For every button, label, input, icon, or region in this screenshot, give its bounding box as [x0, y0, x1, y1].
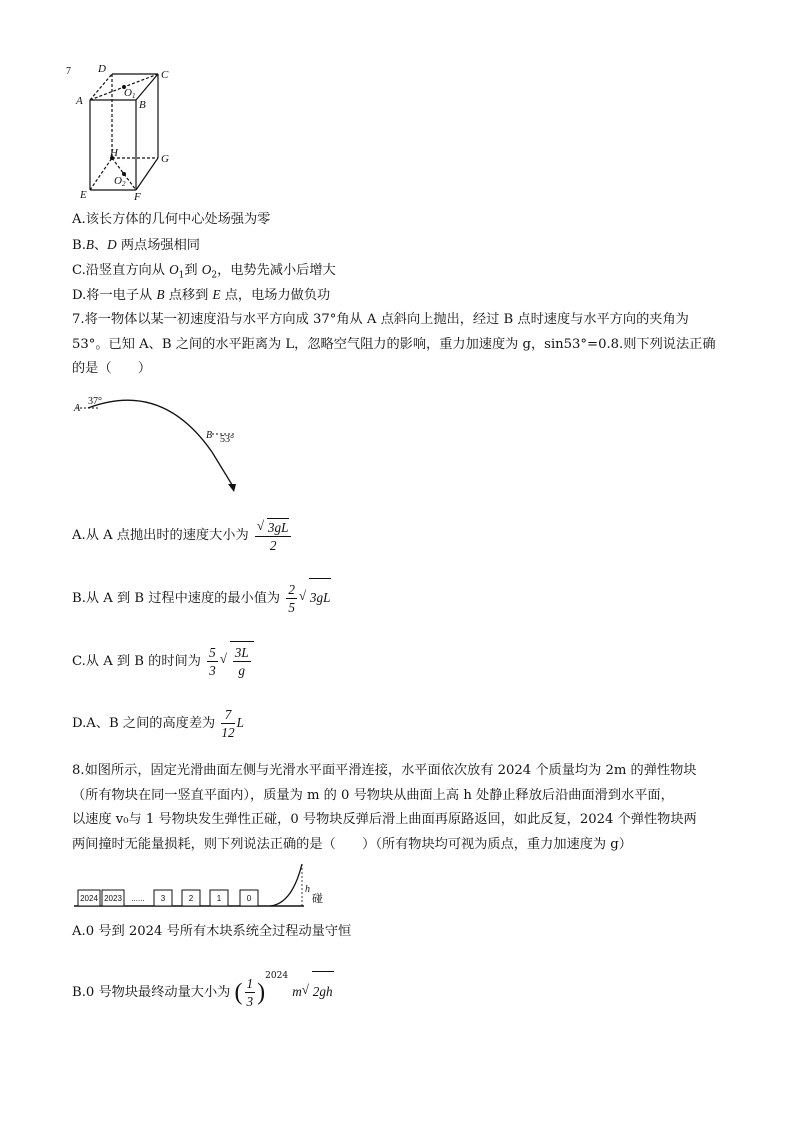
trajectory-figure	[72, 392, 252, 502]
label-o2: O2	[114, 175, 126, 188]
q8-option-a: A.0 号到 2024 号所有木块系统全过程动量守恒	[72, 924, 352, 939]
block-0: 0	[246, 894, 252, 903]
label-b: B	[139, 99, 146, 111]
block-ellipsis: ......	[131, 894, 145, 903]
label-o1: O1	[124, 87, 136, 100]
q6-option-c: C.沿竖直方向从 $O_1$到 $O_2$，电势先减小后增大	[72, 262, 336, 281]
blocks-figure	[74, 860, 334, 912]
q8-stem-line3: 以速度 v₀与 1 号物块发生弹性正碰，0 号物块反弹后滑上曲面再原路返回，如此反复，2024 个弹性物块两	[72, 812, 697, 827]
block-1: 1	[216, 894, 222, 903]
svg-text:7: 7	[66, 66, 71, 77]
q7-option-b: B.从 A 到 B 过程中速度的最小值为 $\frac{2}{5}$ √ 3gL	[72, 578, 331, 618]
block-2024: 2024	[80, 894, 98, 903]
q8-stem-line1: 8.如图所示，固定光滑曲面左侧与光滑水平面平滑连接，水平面依次放有 2024 个质量均为 2m 的弹性物块	[72, 763, 697, 778]
q8-stem-line4: 两间撞时无能量损耗，则下列说法正确的是（ ）（所有物块均可视为质点，重力加速度为 g）	[72, 837, 632, 852]
q8-option-b: B.0 号物块最终动量大小为 ( $\frac{1}{3}$ )$^{2024}$ m√ 2gh	[72, 956, 334, 1013]
label-h: h	[305, 884, 310, 895]
block-2023: 2023	[104, 894, 122, 903]
label-angle-53: 53°	[220, 434, 234, 445]
q7-option-a: A.从 A 点抛出时的速度大小为 √ $\frac{3gL}{2}$	[72, 517, 293, 555]
q7-stem-line2: 53°。已知 A、B 之间的水平距离为 L，忽略空气阻力的影响，重力加速度为 g，sin53°=0.8.则下列说法正确	[72, 337, 716, 352]
label-c: C	[161, 69, 169, 81]
label-a: A	[74, 403, 81, 414]
label-side: 碰	[312, 892, 323, 905]
q7-option-d: D.A、B 之间的高度差为 $\frac{7}{12}$ L	[72, 707, 244, 740]
label-g: G	[161, 153, 169, 165]
label-d: D	[98, 63, 106, 75]
q7-stem-line3: 的是（ ）	[72, 361, 152, 376]
label-e: E	[80, 189, 87, 201]
q7-stem-line1: 7.将一物体以某一初速度沿与水平方向成 37°角从 A 点斜向上抛出，经过 B 点时速度与水平方向的夹角为	[72, 312, 689, 327]
block-2: 2	[188, 894, 194, 903]
label-h: H	[110, 147, 118, 159]
cuboid-figure	[66, 62, 186, 202]
block-3: 3	[160, 894, 166, 903]
q6-option-b: B.B、D 两点场强相同	[72, 237, 200, 253]
q8-stem-line2: （所有物块在同一竖直平面内），质量为 m 的 0 号物块从曲面上高 h 处静止释放后沿曲面滑到水平面，	[72, 788, 674, 803]
label-a: A	[76, 95, 83, 107]
label-f: F	[134, 191, 141, 202]
q6-option-d: D.将一电子从 B 点移到 E 点，电场力做负功	[72, 287, 331, 303]
label-angle-37: 37°	[88, 396, 102, 407]
q7-option-c: C.从 A 到 B 的时间为 $\frac{5}{3}$ √ $\frac{3L}{g}$	[72, 641, 254, 681]
label-b: B	[206, 430, 213, 441]
q6-option-a: A.该长方体的几何中心处场强为零	[72, 212, 271, 227]
